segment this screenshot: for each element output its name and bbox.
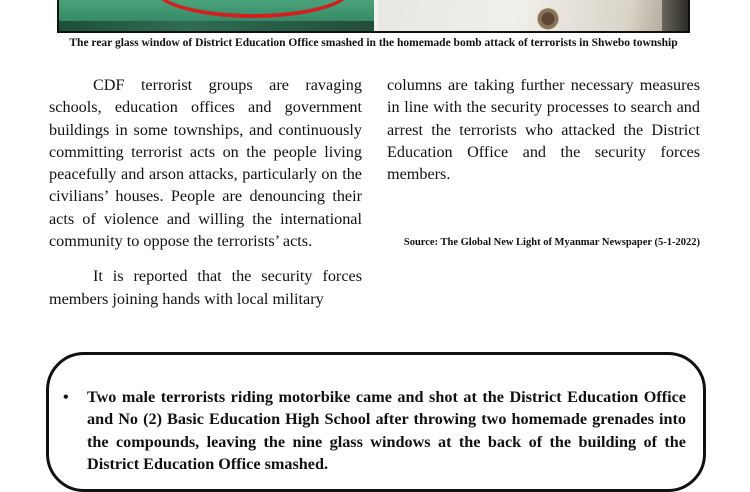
- photo-caption: The rear glass window of District Education Office smashed in the homemade bomb attack of terrorists in Shwebo township: [69, 37, 678, 49]
- article-paragraph: columns are taking further necessary measures in line with the security processes to search and arrest the terrorists who attacked the District Education Office and the security forces members.: [387, 76, 700, 184]
- photo-crack-mark: [528, 2, 568, 30]
- info-bullet-list: [63, 386, 686, 475]
- photo-broken-window-right: [378, 0, 688, 31]
- photo-window-frame: [662, 0, 688, 31]
- article-column-right: [387, 74, 700, 185]
- article-paragraph: It is reported that the security forces members joining hands with local military: [49, 267, 362, 308]
- info-bullet-item: [63, 386, 686, 475]
- photo-broken-window-left: [59, 0, 374, 31]
- info-bullet-text: Two male terrorists riding motorbike came and shot at the District Education Office and No (2) Basic Education High School after throwing two homemade grenades into the compounds, leaving the nine glass windows at the back of the building of the District Education Office smashed.: [87, 388, 686, 473]
- bullet-icon: •: [63, 388, 69, 406]
- article-paragraph: CDF terrorist groups are ravaging schools, education offices and government buildings in some townships, and continuously committing terrorist acts on the people living peacefully and arson attacks, particularly on the civilians’ houses. People are denouncing their acts of violence and willing the international community to oppose the terrorists’ acts.: [49, 76, 362, 251]
- source-citation: Source: The Global New Light of Myanmar Newspaper (5-1-2022): [403, 237, 700, 248]
- highlight-circle: [154, 0, 352, 18]
- article-column-left: [49, 74, 362, 310]
- photo-ground-band: [59, 21, 374, 31]
- photo-strip: [57, 0, 690, 33]
